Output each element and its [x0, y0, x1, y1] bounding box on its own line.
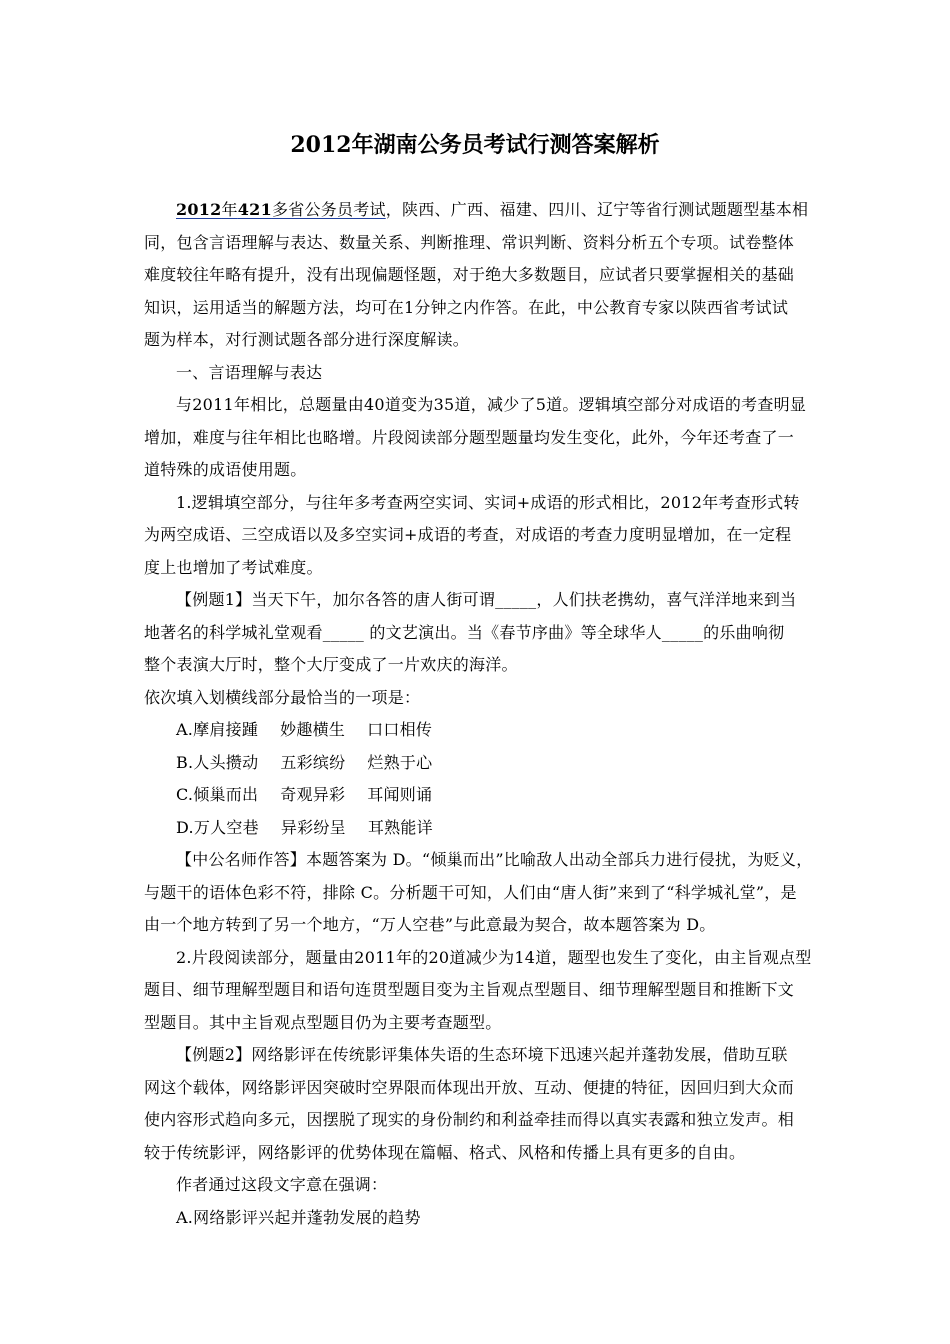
intro-line-4: 知识，运用适当的解题方法，均可在1分钟之内作答。在此，中公教育专家以陕西省考试试 — [144, 297, 789, 317]
paragraph-line: 增加，难度与往年相比也略增。片段阅读部分题型题量均发生变化，此外，今年还考查了一 — [144, 427, 795, 447]
option-b: B.人头攒动 五彩缤纷 烂熟于心 — [176, 752, 433, 772]
option-d: D.万人空巷 异彩纷呈 耳熟能详 — [176, 817, 433, 837]
example-line: 地著名的科学城礼堂观看_____ 的文艺演出。当《春节序曲》等全球华人_____的乐曲响彻 — [144, 622, 785, 642]
option-a: A.网络影评兴起并蓬勃发展的趋势 — [176, 1207, 421, 1227]
question-prompt: 依次填入划横线部分最恰当的一项是： — [144, 687, 421, 707]
page-title: 2012年湖南公务员考试行测答案解析 — [290, 132, 660, 158]
option-c: C.倾巢而出 奇观异彩 耳闻则诵 — [176, 785, 433, 804]
section-heading: 一、言语理解与表达 — [176, 362, 323, 382]
body-text — [144, 194, 808, 682]
paragraph-line: 2.片段阅读部分，题量由2011年的20道减少为14道，题型也发生了变化，由主旨观点型 — [176, 947, 812, 967]
paragraph-line: 度上也增加了考试难度。 — [144, 557, 323, 577]
question-prompt: 作者通过这段文字意在强调： — [176, 1175, 388, 1194]
paragraph-line: 1.逻辑填空部分，与往年多考查两空实词、实词+成语的形式相比，2012年考查形式转 — [176, 492, 800, 512]
paragraph-line: 型题目。其中主旨观点型题目仍为主要考查题型。 — [144, 1012, 502, 1032]
intro-line-1: 2012年421多省公务员考试，陕西、广西、福建、四川、辽宁等省行测试题题型基本相 — [176, 200, 809, 219]
intro-line-2: 同，包含言语理解与表达、数量关系、判断推理、常识判断、资料分析五个专项。试卷整体 — [144, 232, 795, 252]
intro-line-5: 题为样本，对行测试题各部分进行深度解读。 — [144, 330, 470, 349]
intro-line-3: 难度较往年略有提升，没有出现偏题怪题，对于绝大多数题目，应试者只要掌握相关的基础 — [144, 265, 795, 284]
paragraph-line: 为两空成语、三空成语以及多空实词+成语的考查，对成语的考查力度明显增加，在一定程 — [144, 525, 792, 544]
option-a: A.摩肩接踵 妙趣横生 口口相传 — [176, 720, 433, 739]
question-block — [144, 682, 813, 1235]
example-line: 网这个载体，网络影评因突破时空界限而体现出开放、互动、便捷的特征，因回归到大众而 — [144, 1077, 795, 1097]
answer-line: 由一个地方转到了另一个地方，“万人空巷”与此意最为契合，故本题答案为 D。 — [144, 915, 716, 934]
exam-link[interactable]: 2012年421多省公务员考试 — [176, 200, 386, 219]
paragraph-line: 题目、细节理解型题目和语句连贯型题目变为主旨观点型题目、细节理解型题目和推断下文 — [144, 980, 795, 999]
example-line: 较于传统影评，网络影评的优势体现在篇幅、格式、风格和传播上具有更多的自由。 — [144, 1142, 746, 1162]
paragraph-line: 与2011年相比，总题量由40道变为35道，减少了5道。逻辑填空部分对成语的考查明显 — [176, 395, 807, 414]
example-line: 整个表演大厅时，整个大厅变成了一片欢庆的海洋。 — [144, 655, 518, 674]
example-line: 使内容形式趋向多元，因摆脱了现实的身份制约和利益牵挂而得以真实表露和独立发声。相 — [144, 1110, 795, 1129]
example-line: 【例题2】网络影评在传统影评集体失语的生态环境下迅速兴起并蓬勃发展，借助互联 — [176, 1045, 788, 1064]
answer-line: 与题干的语体色彩不符，排除 C。分析题干可知，人们由“唐人街”来到了“科学城礼堂”，是 — [144, 882, 797, 902]
answer-line: 【中公名师作答】本题答案为 D。“倾巢而出”比喻敌人出动全部兵力进行侵扰，为贬义， — [176, 850, 813, 869]
example-line: 【例题1】当天下午，加尔各答的唐人街可谓_____，人们扶老携幼，喜气洋洋地来到当 — [176, 590, 797, 609]
paragraph-line: 道特殊的成语使用题。 — [144, 460, 307, 479]
